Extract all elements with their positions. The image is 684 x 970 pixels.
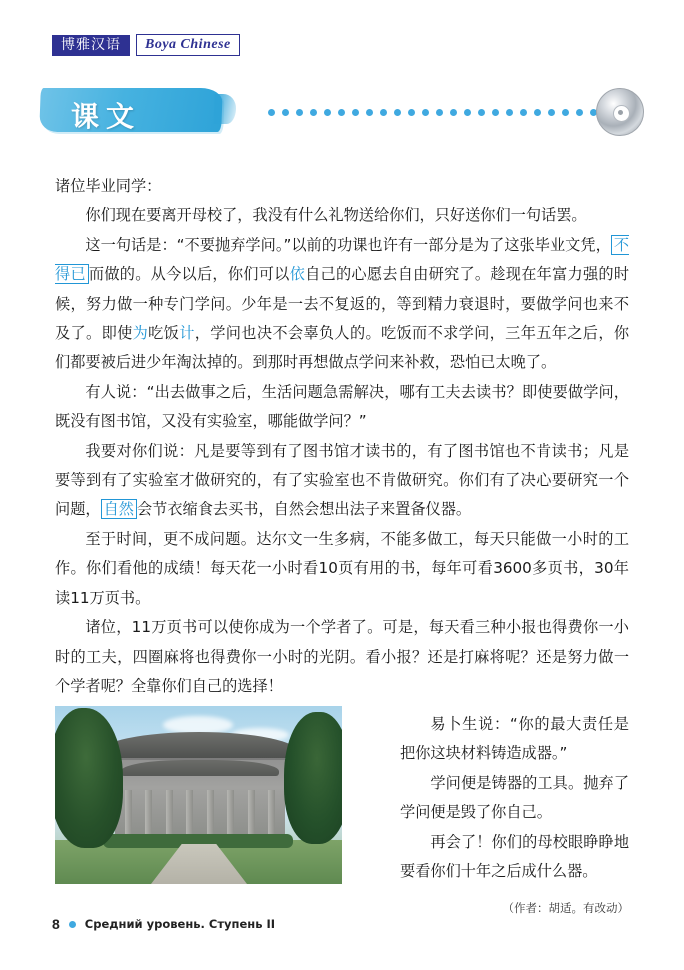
paragraph-6: 诸位，11万页书可以使你成为一个学者了。可是，每天看三种小报也得费你一小时的工夫，四圈麻将也得费你一小时的光阴。看小报？还是打麻将呢？还是努力做一个学者呢？全靠你们自己的选择！ [55, 618, 629, 695]
page-header [52, 34, 240, 56]
author-note: （作者：胡适。有改动） [502, 901, 629, 916]
series-title-cn: 博雅汉语 [52, 35, 130, 56]
paragraph-2: 这一句话是：“不要抛弃学问。”以前的功课也许有一部分是为了这张毕业文凭， 不得已 而做的。从今以后，你们可以依自己的心愿去自由研究了。趁现在年富力强的时候，努力做一种专门学问。少年是一去不复返的，等到精力衰退时，要做学问也来不及了。即使为吃饭计，学问也决不会辜负人的。吃饭而不求学问，三年五年之后，你们都要被后进少年淘汰掉的。到那时再想做点学问来补救，恐怕已太晚了。 [55, 235, 630, 372]
series-title-en-box [136, 34, 240, 56]
paragraph-5: 至于时间，更不成问题。达尔文一生多病，不能多做工，每天只能做一小时的工作。你们看他的成绩！每天花一小时看10页有用的书，每年可看3600多页书，30年读11万页书。 [55, 529, 629, 607]
page-number: 8 [52, 916, 60, 932]
paragraph-1: 你们现在要离开母校了，我没有什么礼物送给你们，只好送你们一句话罢。 [85, 206, 587, 225]
photo-tree-right [284, 712, 342, 844]
side-paragraph-3: 再会了！你们的母校眼睁睁地要看你们十年之后成什么器。 [400, 832, 629, 881]
paragraph-3: 有人说：“出去做事之后，生活问题急需解决，哪有工夫去读书？即使要做学问，既没有图书馆，又没有实验室，哪能做学问？” [55, 382, 629, 431]
highlight-ziran: 自然 [101, 499, 137, 519]
highlight-ji: 计 [179, 324, 195, 343]
side-paragraph-2: 学问便是铸器的工具。抛弃了学问便是毁了你自己。 [400, 773, 629, 822]
footer-level-text: Средний уровень. Ступень II [84, 917, 276, 931]
paragraph-4: 我要对你们说：凡是要等到有了图书馆才读书的，有了图书馆也不肯读书；凡是要等到有了实验室才做研究的，有了实验室也不肯做研究。你们有了决心要研究一个问题， 自然 会节衣缩食去买书，自然会想出法子来置备仪器。 [55, 441, 629, 519]
salutation: 诸位毕业同学： [55, 177, 162, 195]
highlight-budeyi: 不得已 [55, 235, 629, 284]
lesson-body [55, 172, 629, 701]
highlight-wei: 为 [132, 324, 149, 343]
lesson-bottom-section [55, 706, 629, 916]
campus-photo [55, 706, 342, 884]
photo-roof-lower [121, 760, 279, 776]
highlight-yi: 依 [289, 265, 306, 284]
side-paragraph-1: 易卜生说：“你的最大责任是把你这块材料铸造成器。” [400, 715, 629, 763]
section-title: 课文 [71, 100, 142, 133]
section-title-band [40, 80, 644, 140]
series-title-en: Boya Chinese [145, 37, 231, 52]
audio-disc-icon [596, 88, 644, 136]
dot-rule-decoration [268, 108, 624, 117]
photo-tree-left [55, 708, 123, 848]
page-footer [52, 916, 275, 932]
footer-dot-icon [69, 921, 76, 928]
lesson-side-text [400, 710, 629, 916]
